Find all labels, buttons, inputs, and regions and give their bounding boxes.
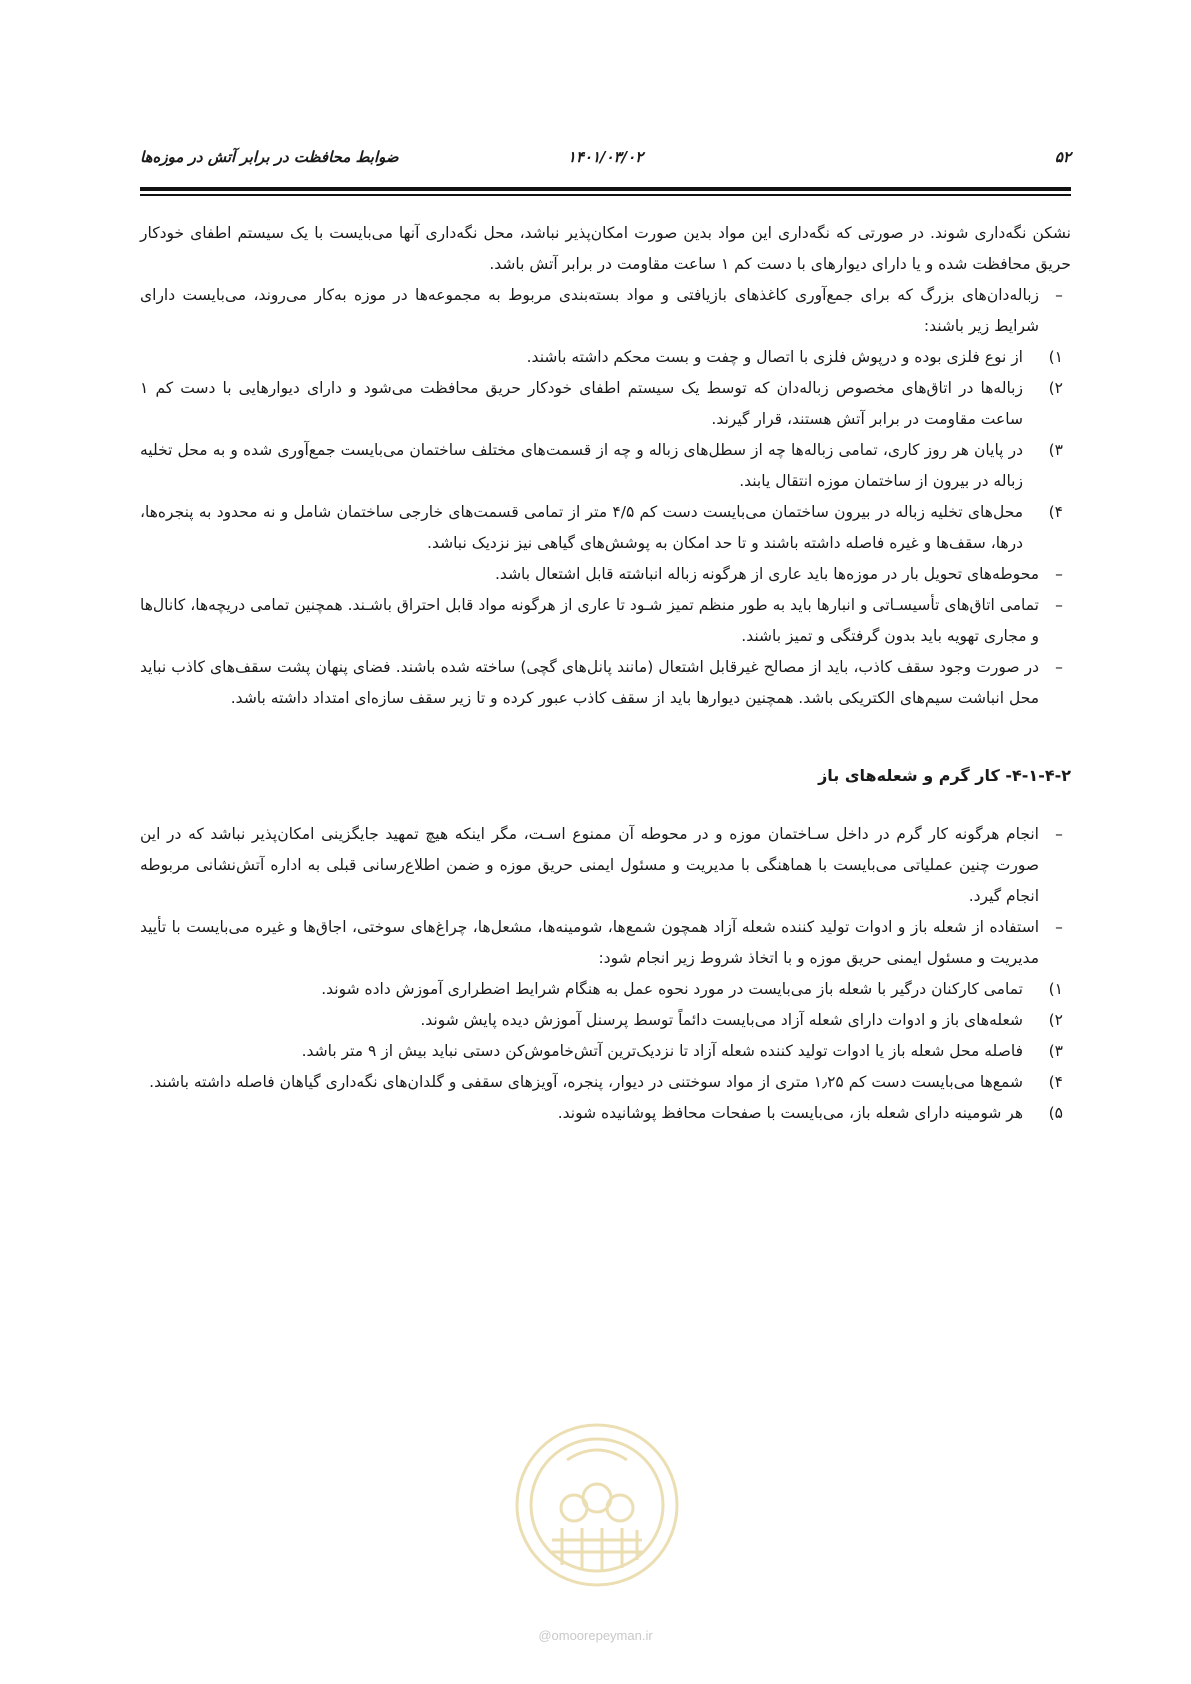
dash-marker: – (1055, 596, 1063, 614)
number-marker: ۳) (1048, 1042, 1063, 1060)
number-marker: ۳) (1048, 441, 1063, 459)
watermark-site: @omoorepeyman.ir (538, 1628, 653, 1643)
list-item (140, 974, 1071, 1005)
item-text: از نوع فلزی بوده و درپوش فلزی با اتصال و چفت و بست محکم داشته باشند. (526, 348, 1023, 366)
dash-marker: – (1055, 825, 1063, 843)
list-item (140, 342, 1071, 373)
number-marker: ۲) (1048, 379, 1063, 397)
list-item (140, 590, 1071, 652)
item-text: محل‌های تخلیه زباله در بیرون ساختمان می‌بایست دست کم ۴/۵ متر از تمامی قسمت‌های خارجی ساختمان شامل و نه محدود به پنجره‌ها، درها، سقف‌ها و غیره فاصله داشته باشند و تا حد امکان به پوشش‌های گیاهی نیز نزدیک نباشد. (140, 503, 1024, 552)
bullet-text: در صورت وجود سقف کاذب، باید از مصالح غیرقابل اشتعال (مانند پانل‌های گچی) ساخته شده باشند. فضای پنهان پشت سقف‌های کاذب نباید محل انباشت سیم‌های الکتریکی باشد. همچنین دیوارها باید از سقف کاذب عبور کرده و تا زیر سقف سازه‌ای امتداد داشته باشد. (140, 658, 1039, 707)
item-text: شمع‌ها می‌بایست دست کم ۱٫۲۵ متری از مواد سوختنی در دیوار، پنجره، آویزهای سقفی و گلدان‌های نگه‌داری گیاهان فاصله داشته باشند. (149, 1073, 1023, 1091)
list-item (140, 1098, 1071, 1129)
header-title: ضوابط محافظت در برابر آتش در موزه‌ها (140, 148, 399, 166)
list-item (140, 1036, 1071, 1067)
number-marker: ۲) (1048, 1011, 1063, 1029)
bullet-text: تمامی اتاق‌های تأسیسـاتی و انبارها باید به طور منظم تمیز شـود تا عاری از هرگونه مواد قابل احتراق باشـند. همچنین تمامی دریچه‌ها، کانال‌ها و مجاری تهویه باید بدون گرفتگی و تمیز باشند. (140, 596, 1039, 645)
number-marker: ۱) (1048, 348, 1063, 366)
list-item (140, 912, 1071, 974)
dash-marker: – (1055, 918, 1063, 936)
bullet-text: زباله‌دان‌های بزرگ که برای جمع‌آوری کاغذهای بازیافتی و مواد بسته‌بندی مربوط به مجموعه‌ها در موزه به‌کار می‌روند، می‌بایست دارای شرایط زیر باشند: (140, 286, 1039, 335)
dash-marker: – (1055, 286, 1063, 304)
header-rule-thick (140, 187, 1071, 191)
number-marker: ۵) (1048, 1104, 1063, 1122)
item-text: زباله‌ها در اتاق‌های مخصوص زباله‌دان که توسط یک سیستم اطفای خودکار حریق محافظت می‌شود و دارای دیوارهایی با دست کم ۱ ساعت مقاومت در برابر آتش هستند، قرار گیرند. (140, 379, 1023, 428)
item-text: تمامی کارکنان درگیر با شعله باز می‌بایست در مورد نحوه عمل به هنگام شرایط اضطراری آموزش داده شوند. (321, 980, 1023, 998)
list-item (140, 1005, 1071, 1036)
page-header (140, 140, 1071, 180)
list-item (140, 497, 1071, 559)
item-text: شعله‌های باز و ادوات دارای شعله آزاد می‌بایست دائماً توسط پرسنل آموزش دیده پایش شوند. (420, 1011, 1023, 1029)
list-item (140, 435, 1071, 497)
number-marker: ۴) (1048, 1073, 1063, 1091)
number-marker: ۱) (1048, 980, 1063, 998)
page-body (140, 218, 1071, 1129)
item-text: هر شومینه دارای شعله باز، می‌بایست با صفحات محافظ پوشانیده شوند. (557, 1104, 1023, 1122)
list-item (140, 373, 1071, 435)
header-date: ۱۴۰۱/۰۳/۰۲ (567, 148, 644, 166)
dash-marker: – (1055, 565, 1063, 583)
bullet-text: محوطه‌های تحویل بار در موزه‌ها باید عاری از هرگونه زباله انباشته قابل اشتعال باشد. (495, 565, 1039, 583)
list-item (140, 1067, 1071, 1098)
number-marker: ۴) (1048, 503, 1063, 521)
watermark-logo-icon (512, 1420, 682, 1590)
item-text: فاصله محل شعله باز یا ادوات تولید کننده شعله آزاد تا نزدیک‌ترین آتش‌خاموش‌کن دستی نباید بیش از ۹ متر باشد. (301, 1042, 1023, 1060)
list-item (140, 652, 1071, 714)
page-number: ۵۲ (1054, 148, 1071, 166)
dash-marker: – (1055, 658, 1063, 676)
section-heading: ۴-۱-۴-۲- کار گرم و شعله‌های باز (818, 766, 1071, 785)
bullet-text: انجام هرگونه کار گرم در داخل سـاختمان موزه و در محوطه آن ممنوع اسـت، مگر اینکه هیچ تمهید جایگزینی امکان‌پذیر نباشد که در این صورت چنین عملیاتی می‌بایست با هماهنگی با مدیریت و مسئول ایمنی حریق موزه و ضمن اطلاع‌رسانی قبلی به اداره آتش‌نشانی مربوطه انجام گیرد. (140, 825, 1039, 905)
list-item (140, 559, 1071, 590)
header-rule-thin (140, 194, 1071, 196)
intro-paragraph: نشکن نگه‌داری شوند. در صورتی که نگه‌داری این مواد بدین صورت امکان‌پذیر نباشد، محل نگه‌داری آنها می‌بایست با یک سیستم اطفای خودکار حریق محافظت شده و یا دارای دیوارهای با دست کم ۱ ساعت مقاومت در برابر آتش باشد. (140, 224, 1071, 273)
list-item (140, 280, 1071, 342)
item-text: در پایان هر روز کاری، تمامی زباله‌ها چه از سطل‌های زباله و چه از قسمت‌های مختلف ساختمان می‌بایست جمع‌آوری شده و به محل تخلیه زباله در بیرون از ساختمان موزه انتقال یابند. (140, 441, 1023, 490)
bullet-text: استفاده از شعله باز و ادوات تولید کننده شعله آزاد همچون شمع‌ها، شومینه‌ها، مشعل‌ها، چراغ‌های سوختی، اجاق‌ها و غیره می‌بایست با تأیید مدیریت و مسئول ایمنی حریق موزه و با اتخاذ شروط زیر انجام شود: (140, 918, 1039, 967)
list-item (140, 819, 1071, 912)
